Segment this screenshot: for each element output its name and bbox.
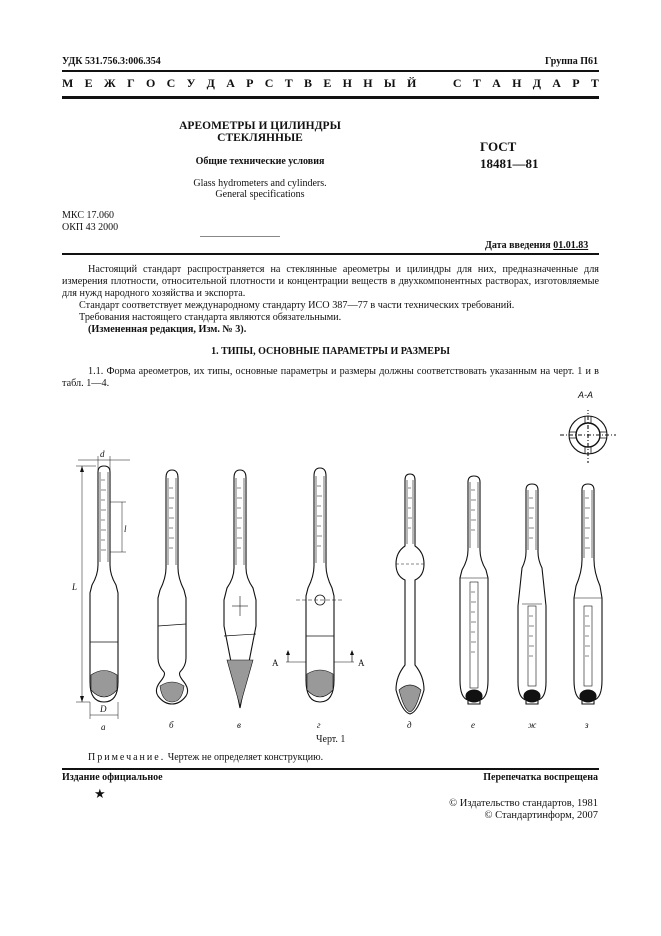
cut-a-right-label: А [358, 658, 365, 668]
figure-label-g: г [317, 720, 321, 730]
hydrometer-a [76, 456, 130, 719]
hydrometer-v [224, 470, 256, 708]
udk-code: УДК 531.756.3:006.354 [62, 56, 161, 67]
banner-letter: Н [342, 76, 352, 90]
copyright-block [449, 798, 598, 822]
figure-label-a: а [101, 722, 106, 732]
section-heading: 1. ТИПЫ, ОСНОВНЫЕ ПАРАМЕТРЫ И РАЗМЕРЫ [211, 346, 450, 357]
banner-letter: У [186, 76, 196, 90]
banner-letter: В [304, 76, 313, 90]
banner-letter: Й [406, 76, 417, 90]
banner-letter: С [452, 76, 462, 90]
document-subtitle: Общие технические условия [195, 156, 325, 167]
hydrometer-e [460, 476, 488, 704]
document-title [150, 120, 370, 144]
banner-letter: Р [572, 76, 580, 90]
okp-code: ОКП 43 2000 [62, 222, 119, 233]
hydrometer-g [286, 468, 354, 702]
banner-letter: А [492, 76, 501, 90]
figure-note [88, 752, 323, 763]
banner-letter [428, 76, 442, 91]
figure-label-b: б [169, 720, 174, 730]
banner-letter: Ж [103, 76, 116, 90]
banner-letter: С [264, 76, 274, 90]
banner-letter: Е [323, 76, 332, 90]
paragraph-scope: Настоящий стандарт распространяется на стеклянные ареометры и цилиндры для них, предназначенные для измерения плотности, относительной плотности и концентрации веществ в двухкомпонентных растворах, изготовляемые для нужд народного хозяйства и экспорта. [62, 264, 599, 299]
mks-code: МКС 17.060 [62, 210, 114, 221]
star-icon: ★ [94, 786, 106, 801]
english-title-line-1: Glass hydrometers and cylinders. [193, 178, 327, 189]
copyright-1: © Издательство стандартов, 1981 [449, 798, 598, 809]
intro-rule [62, 253, 599, 255]
banner-letter: А [226, 76, 235, 90]
section-aa-label: А-А [578, 390, 594, 400]
title-line-2: СТЕКЛЯННЫЕ [217, 132, 303, 144]
banner-letter: Н [512, 76, 522, 90]
cut-a-left-label: А [272, 658, 279, 668]
figure-label-d: д [407, 720, 412, 730]
banner-letter: М [62, 76, 74, 90]
banner-letter: Д [206, 76, 215, 90]
figure-caption: Черт. 1 [316, 734, 346, 745]
banner-letter: Т [284, 76, 293, 90]
copyright-2: © Стандартинформ, 2007 [484, 810, 598, 821]
figure-label-zh: ж [528, 720, 537, 730]
note-label: Примечание. [88, 752, 166, 763]
figure-label-e: е [471, 720, 475, 730]
banner-letter: Г [127, 76, 135, 90]
official-edition: Издание официальное [62, 772, 163, 783]
note-text: Чертеж не определяет конструкцию. [167, 752, 324, 763]
banner-letter: Е [84, 76, 93, 90]
dim-D-label: D [100, 704, 107, 714]
paragraph-iso: Стандарт соответствует международному стандарту ИСО 387—77 в части технических требований. [79, 300, 515, 311]
section-aa-view [560, 410, 616, 463]
dim-L-label: L [72, 582, 78, 592]
introduction-date-value: 01.01.83 [553, 240, 589, 251]
reprint-prohibited: Перепечатка воспрещена [483, 772, 598, 783]
english-title [150, 178, 370, 200]
top-rule [62, 70, 599, 72]
dim-d-label: d [100, 449, 105, 459]
paragraph-amendment: (Измененная редакция, Изм. № 3). [88, 324, 247, 335]
banner-letter: Т [472, 76, 481, 90]
divider-line [200, 236, 280, 237]
banner-letter: Т [590, 76, 599, 90]
hydrometer-drawing [60, 410, 620, 736]
banner-letter: О [145, 76, 156, 90]
interstate-standard-banner [62, 76, 599, 91]
banner-letter: Ы [383, 76, 396, 90]
banner-rule [62, 96, 599, 99]
banner-letter: Д [532, 76, 541, 90]
figure-label-z: з [585, 720, 589, 730]
footer-rule [62, 768, 599, 770]
figure-label-v: в [237, 720, 241, 730]
gost-label: ГОСТ [480, 139, 517, 154]
hydrometer-zh [518, 484, 546, 704]
banner-letter: Н [363, 76, 373, 90]
paragraph-1-1: 1.1. Форма ареометров, их типы, основные параметры и размеры должны соответствовать указанным на черт. 1 и в табл. 1—4. [62, 366, 599, 389]
gost-code: 18481—81 [480, 156, 539, 171]
banner-letter: Р [246, 76, 254, 90]
hydrometer-z [574, 484, 602, 704]
hydrometer-d [396, 474, 424, 714]
hydrometer-b [156, 470, 187, 704]
gost-number [480, 138, 539, 172]
dim-l-label: l [124, 524, 127, 534]
classification-codes [62, 210, 118, 234]
paragraph-mandatory: Требования настоящего стандарта являются обязательными. [79, 312, 342, 323]
introduction-date [485, 240, 588, 251]
english-title-line-2: General specifications [215, 189, 305, 200]
group-code: Группа П61 [545, 56, 598, 67]
banner-letter: С [166, 76, 176, 90]
introduction-date-label: Дата введения [485, 240, 551, 251]
banner-letter: А [552, 76, 561, 90]
title-line-1: АРЕОМЕТРЫ И ЦИЛИНДРЫ [179, 120, 341, 132]
